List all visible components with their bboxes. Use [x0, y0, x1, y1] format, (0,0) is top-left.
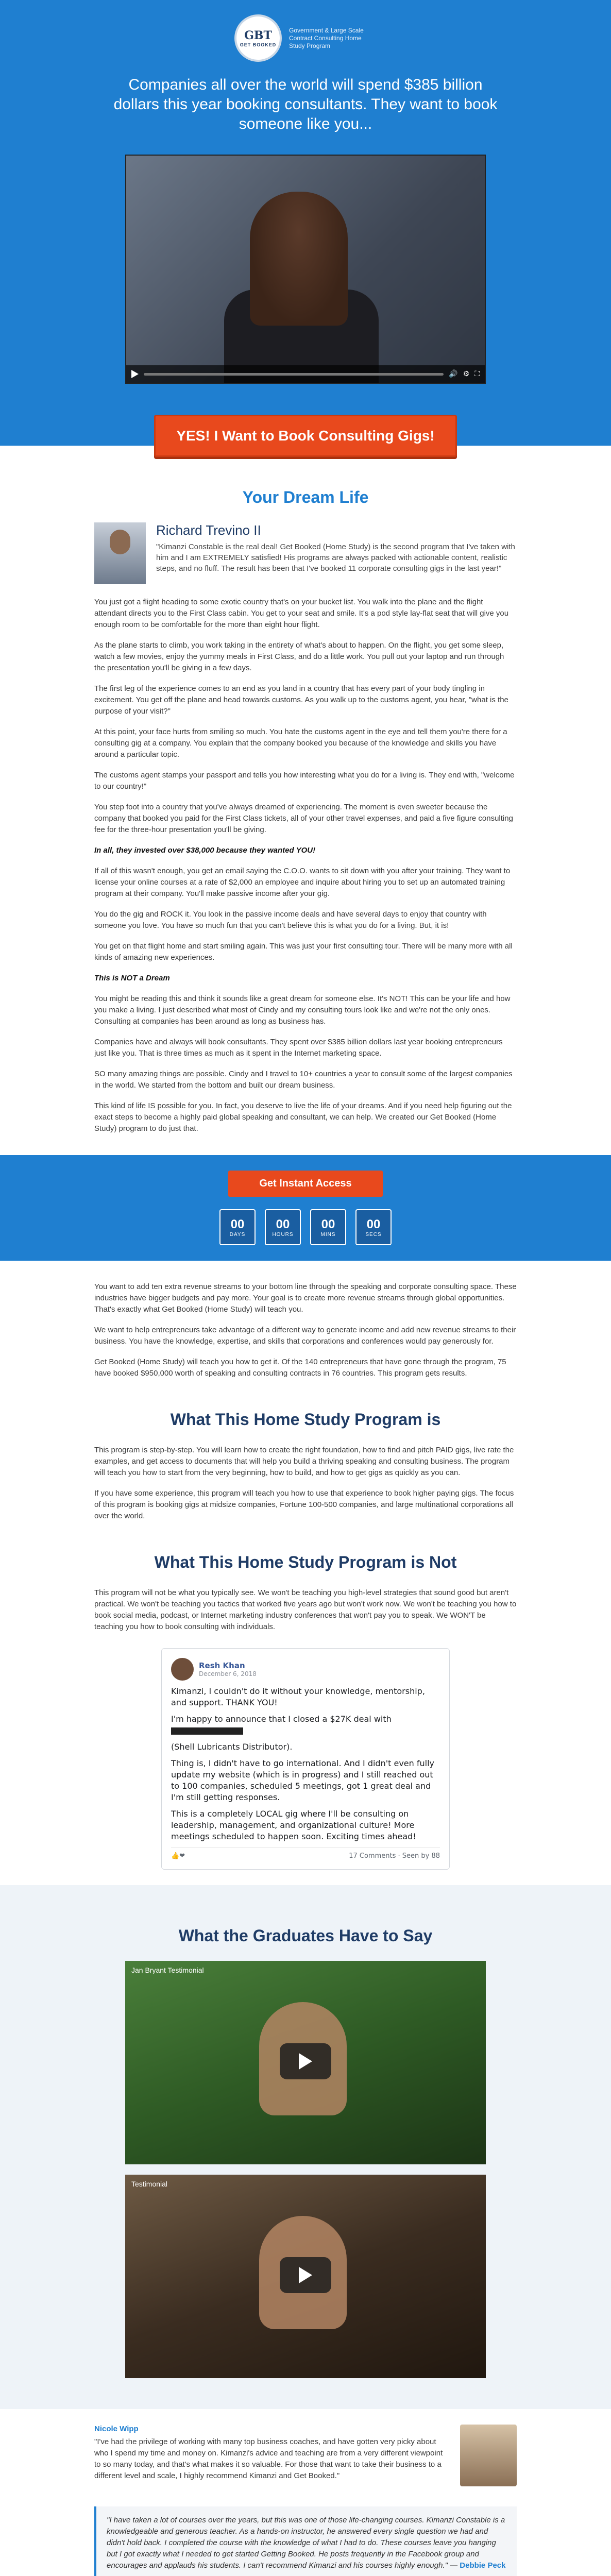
- author-block: [94, 522, 517, 584]
- author-quote: "Kimanzi Constable is the real deal! Get Booked (Home Study) is the second program that I've taken with him and I am EXTREMELY satisfied! His programs are always packed with actionable content, realistic steps, and no fluff. The result has been that I've booked 11 corporate consulting gigs in the last year!": [156, 543, 515, 573]
- countdown-label: MINS: [320, 1231, 336, 1238]
- fb-post-date: December 6, 2018: [199, 1670, 257, 1677]
- countdown-number: 00: [321, 1217, 335, 1231]
- brand-subtitle: Government & Large Scale Contract Consulting Home Study Program: [289, 26, 364, 49]
- dream-paragraph: The customs agent stamps your passport and tells you how interesting what you do for a living is. They end with, "welcome to our country!": [94, 771, 515, 791]
- dream-paragraph: You just got a flight heading to some exotic country that's on your bucket list. You walk into the plane and the flight attendant directs you to the First Class cabin. You get to your seat and smile. It's a pod style lay-flat seat that will give you enough room to be comfortable for the more than eight hour flight.: [94, 598, 509, 629]
- fb-post-footer: [171, 1848, 440, 1860]
- video-presenter: [250, 192, 348, 326]
- testimonial-photo: [460, 2425, 517, 2486]
- what-is-not-paragraph: This program will not be what you typically see. We won't be teaching you high-level strategies that sound good but aren't practical. We won't be teaching you tactics that worked five years ago but won't work now. We won't be teaching you how to book social media, podcast, or Internet marketing industry conferences that won't pay you to speak. We WON'T be teaching you how to book consulting with individuals.: [94, 1588, 517, 1631]
- testimonial-text-block: [94, 2425, 450, 2491]
- dream-paragraph: You get on that flight home and start smiling again. This was just your first consulting tour. There will be many more with all kinds of amazing new experiences.: [94, 942, 513, 962]
- fb-reactions-icon: 👍❤: [171, 1852, 185, 1860]
- dream-paragraph: As the plane starts to climb, you work taking in the entirety of what's about to happen. On the flight, you get some sleep, watch a few movies, enjoy the yummy meals in First Class, and do a little work. You pull out your laptop and run through the presentation you'll be giving in a few days.: [94, 641, 504, 672]
- fb-post-line-redacted: [171, 1714, 440, 1736]
- countdown-days: [219, 1209, 256, 1245]
- get-instant-access-button[interactable]: Get Instant Access: [228, 1171, 382, 1197]
- testimonial-video-2[interactable]: [125, 2175, 486, 2378]
- youtube-play-icon[interactable]: [280, 2257, 331, 2293]
- fb-post-meta: [199, 1661, 257, 1677]
- pull-quote-author: Debbie Peck: [460, 2561, 506, 2570]
- hero-headline: Companies all over the world will spend $385 billion dollars this year booking consultants. They want to book someone like you...: [113, 76, 498, 132]
- testimonial-row: [94, 2425, 517, 2491]
- play-icon[interactable]: [131, 370, 139, 378]
- what-is-paragraph: If you have some experience, this program will teach you how to use that experience to book higher paying gigs. The focus of this program is booking gigs at midsize companies, Fortune 100-500 companies, and large multinational corporations all over the world.: [94, 1489, 514, 1520]
- brand-logo[interactable]: [234, 14, 282, 62]
- settings-gear-icon[interactable]: ⚙: [463, 370, 470, 378]
- author-name: Richard Trevino II: [156, 522, 261, 538]
- author-text: [156, 522, 517, 574]
- logo-text-top: GBT: [244, 29, 272, 42]
- author-photo: [94, 522, 146, 584]
- testimonial-author: Nicole Wipp: [94, 2425, 139, 2433]
- fb-seen-count: Seen by 88: [402, 1852, 440, 1860]
- cta-wrapper: [0, 415, 611, 457]
- not-a-dream-subheading: [94, 973, 517, 984]
- avatar: [171, 1658, 194, 1681]
- volume-icon[interactable]: 🔊: [449, 370, 458, 378]
- what-is-heading: What This Home Study Program is: [170, 1410, 441, 1429]
- dream-paragraph: If all of this wasn't enough, you get an email saying the C.O.O. wants to sit down with you after your training. They want to license your online courses at a rate of $2,000 an employee and inquire about hiring you to set up an automated training program at their company. You'll make passive income after your gig.: [94, 867, 511, 898]
- countdown-number: 00: [276, 1217, 290, 1231]
- countdown-minutes: [310, 1209, 346, 1245]
- dream-paragraph: This kind of life IS possible for you. In fact, you deserve to live the life of your dreams. And if you need help figuring out the exact steps to become a highly paid global speaking and consultant, we can help. We created our Get Booked (Home Study) program to do just that.: [94, 1101, 512, 1133]
- video-controls: [126, 365, 485, 383]
- dream-paragraph: SO many amazing things are possible. Cindy and I travel to 10+ countries a year to consult some of the largest companies in the world. We started from the bottom and built our dream business.: [94, 1070, 513, 1090]
- dream-paragraph: You might be reading this and think it sounds like a great dream for someone else. It's NOT! This can be your life and how you make a living. I just described what most of Cindy and my consulting tours look like and we're not the only ones. Consulting at companies has been around as long as business has.: [94, 994, 511, 1026]
- video-progress-bar[interactable]: [144, 373, 444, 376]
- after-access-paragraph: We want to help entrepreneurs take advantage of a different way to generate income and add new revenue streams to their business. You have the knowledge, expertise, and skills that corporations and conferences would pay generously for.: [94, 1326, 516, 1346]
- countdown-number: 00: [230, 1217, 245, 1231]
- youtube-play-icon[interactable]: [280, 2043, 331, 2079]
- countdown-hours: [265, 1209, 301, 1245]
- fb-post-line: Thing is, I didn't have to go international. And I didn't even fully update my website (which is in progress) and I still reached out to 100 companies, scheduled 5 meetings, got 1 great deal and I'm still getting responses.: [171, 1758, 434, 1802]
- after-access-paragraph: Get Booked (Home Study) will teach you how to get it. Of the 140 entrepreneurs that have gone through the program, 75 have booked $950,000 worth of speaking and consulting contracts in 76 countries. This program gets results.: [94, 1358, 506, 1378]
- what-is-not-heading: What This Home Study Program is Not: [154, 1553, 457, 1571]
- countdown-label: HOURS: [272, 1231, 294, 1238]
- fb-engagement: 17 Comments · Seen by 88: [349, 1852, 440, 1860]
- not-a-dream-text: This is NOT a Dream: [94, 974, 170, 982]
- hero-section: [0, 0, 611, 446]
- dream-paragraph: You step foot into a country that you've always dreamed of experiencing. The moment is even sweeter because the company that booked you paid for the First Class tickets, all of your other travel expenses, and paid a five figure consulting fee for the three-hour presentation you'll be giving.: [94, 803, 513, 834]
- testimonial-video-1[interactable]: [125, 1961, 486, 2164]
- pull-quote-text: "I have taken a lot of courses over the years, but this was one of those life-changing courses. Kimanzi Constable is a knowledgeable and generous teacher. As a hands-on instructor, he answered every single question we had and didn't hold back. I completed the course with the knowledge of what I had to do. These courses leave you hanging but I got exactly what I needed to get started Getting Booked. He posts frequently in the Facebook group and encourages and applauds his students. I can't recommend Kimanzi and his courses highly enough.": [107, 2516, 505, 2570]
- facebook-post-screenshot: [161, 1648, 450, 1870]
- fullscreen-icon[interactable]: ⛶: [474, 370, 480, 378]
- video-title: Testimonial: [131, 2180, 168, 2188]
- what-is-paragraph: This program is step-by-step. You will learn how to create the right foundation, how to find and pitch PAID gigs, live rate the examples, and get access to documents that will help you build a thriving speaking and consulting business. The program will teach you how to start from the very beginning, how to build, and how to get gigs as quickly as you can.: [94, 1446, 514, 1477]
- brand-row: [0, 14, 611, 62]
- dream-paragraph: At this point, your face hurts from smiling so much. You hate the customs agent in the eye and tell them you're there for a consulting gig at a company. You explain that the company booked you because of the knowledge and skills you have around a particular topic.: [94, 727, 507, 759]
- access-band: [0, 1155, 611, 1261]
- dream-investment-text: In all, they invested over $38,000 because they wanted YOU!: [94, 846, 316, 855]
- countdown-seconds: [355, 1209, 392, 1245]
- testimonials-section: [94, 2425, 517, 2576]
- redaction-bar: [171, 1727, 243, 1735]
- fb-post-line: I'm happy to announce that I closed a $27K deal with: [171, 1714, 392, 1724]
- logo-text-bottom: GET BOOKED: [240, 42, 277, 47]
- video-title: Jan Bryant Testimonial: [131, 1966, 204, 1974]
- after-access-section: [94, 1281, 517, 1870]
- fb-post-header: [171, 1658, 440, 1681]
- countdown-label: SECS: [365, 1231, 382, 1238]
- after-access-paragraph: You want to add ten extra revenue streams to your bottom line through the speaking and corporate consulting space. These industries have bigger budgets and pay more. Your goal is to create more revenue streams through global opportunities. That's exactly what Get Booked (Home Study) will teach you.: [94, 1282, 517, 1314]
- testimonial-text: "I've had the privilege of working with many top business coaches, and have gotten very picky about who I spend my time and money on. Kimanzi's advice and teaching are from a very different viewpoint to so many today, and that's what makes it so valuable. For those that want to take their business to a different level and scale, I highly recommend Kimanzi and Get Booked.": [94, 2437, 443, 2480]
- dream-paragraph: The first leg of the experience comes to an end as you land in a country that has every part of your body tingling in excitement. You get off the plane and head towards customs. As you walk up to the customs agent, you hear, "what is the purpose of your visit?": [94, 684, 508, 716]
- fb-author-name: Resh Khan: [199, 1661, 245, 1670]
- testimonial: [94, 2425, 517, 2491]
- book-gigs-cta-button[interactable]: YES! I Want to Book Consulting Gigs!: [154, 415, 456, 457]
- pull-quote: "I have taken a lot of courses over the years, but this was one of those life-changing courses. Kimanzi Constable is a knowledgeable and generous teacher. As a hands-on instructor, he answered every single question we had and didn't hold back. I completed the course with the knowledge of what I had to do. These courses leave you hanging but I got exactly what I needed to get started Getting Booked. He posts frequently in the Facebook group and encourages and applauds his students. I can't recommend Kimanzi and his courses highly enough." — Debbie Peck: [94, 2506, 517, 2576]
- countdown-number: 00: [366, 1217, 381, 1231]
- dream-paragraph: Companies have and always will book consultants. They spent over $385 billion dollars last year booking entrepreneurs just like you. That is three times as much as it spent in the Internet marketing space.: [94, 1038, 503, 1058]
- fb-post-line: (Shell Lubricants Distributor).: [171, 1742, 293, 1752]
- countdown-timer: [0, 1209, 611, 1245]
- countdown-label: DAYS: [229, 1231, 246, 1238]
- graduates-heading: What the Graduates Have to Say: [178, 1926, 433, 1945]
- dream-life-heading: Your Dream Life: [242, 488, 369, 506]
- fb-comments-count[interactable]: 17 Comments: [349, 1852, 396, 1860]
- dream-investment-callout: [94, 845, 517, 856]
- graduates-section: [0, 1885, 611, 2409]
- fb-post-line: This is a completely LOCAL gig where I'll be consulting on leadership, management, and organizational culture! More meetings scheduled to happen soon. Exciting times ahead!: [171, 1809, 416, 1841]
- dream-paragraph: You do the gig and ROCK it. You look in the passive income deals and have several days to enjoy that country with someone you love. You have so much fun that you can't believe this is what you do for a living. But, it is!: [94, 910, 487, 930]
- sales-video-player[interactable]: [125, 155, 486, 384]
- fb-post-line: Kimanzi, I couldn't do it without your knowledge, mentorship, and support. THANK YOU!: [171, 1686, 425, 1707]
- dream-life-section: [94, 488, 517, 1134]
